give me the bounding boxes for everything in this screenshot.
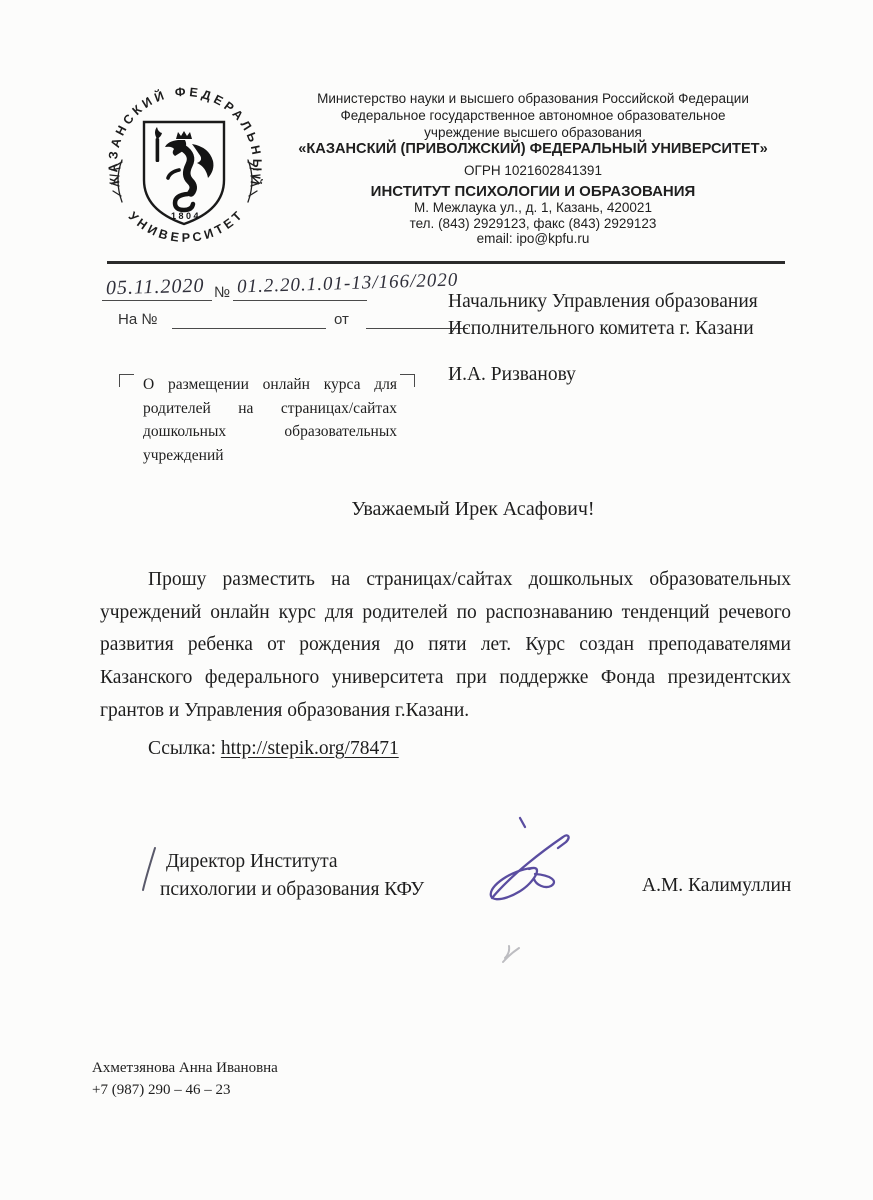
recipient-position-line1: Начальнику Управления образования (448, 291, 758, 312)
signatory-name: А.М. Калимуллин (642, 875, 792, 896)
kfu-emblem (100, 72, 270, 258)
subject-corner-bracket-right (400, 374, 415, 387)
executor-phone: +7 (987) 290 – 46 – 23 (92, 1082, 231, 1098)
letterhead (283, 90, 783, 247)
letterhead-email: email: ipo@kpfu.ru (476, 231, 590, 246)
recipient-name: И.А. Ризванову (448, 364, 576, 385)
link-label: Ссылка: (148, 738, 216, 759)
emblem-top-arc-text: КАЗАНСКИЙ ФЕДЕРАЛЬНЫЙ (105, 84, 265, 186)
pen-mark-artifact (497, 942, 527, 966)
letterhead-university-name: «КАЗАНСКИЙ (ПРИВОЛЖСКИЙ) ФЕДЕРАЛЬНЫЙ УНИВЕРСИТЕТ» (298, 141, 768, 157)
signatory-title-line2: психологии и образования КФУ (160, 879, 425, 900)
body-paragraph: Прошу разместить на страницах/сайтах дошкольных образовательных учреждений онлайн курс для родителей по распознаванию тенденций речевого развития ребенка от рождения до пяти лет. Курс создан преподавателями Казанского федерального университета при поддержке Фонда президентских грантов и Управления образования г.Казани. (100, 569, 791, 721)
letterhead-phone-fax: тел. (843) 2929123, факс (843) 2929123 (409, 215, 657, 231)
emblem-year: 1804 (170, 211, 202, 221)
course-link-url: http://stepik.org/78471 (220, 738, 399, 759)
executor-name: Ахметзянова Анна Ивановна (92, 1060, 278, 1076)
pen-slash-mark (140, 845, 158, 893)
letterhead-org-type-2: учреждение высшего образования (424, 125, 642, 140)
subject-corner-bracket-left (119, 374, 134, 387)
letterhead-institute-name: ИНСТИТУТ ПСИХОЛОГИИ И ОБРАЗОВАНИЯ (370, 183, 696, 200)
greeting: Уважаемый Ирек Асафович! (351, 498, 595, 520)
emblem-bottom-arc-text: УНИВЕРСИТЕТ (125, 209, 245, 245)
link-line (100, 738, 399, 760)
reply-to-label: На № (118, 311, 158, 328)
letterhead-ogrn: ОГРН 1021602841391 (464, 163, 602, 178)
recipient-position-line2: Исполнительного комитета г. Казани (448, 318, 754, 339)
date-handwritten: 05.11.2020 (105, 274, 205, 300)
number-underline (233, 300, 367, 301)
reply-number-blank (172, 328, 326, 329)
date-underline (102, 300, 212, 301)
letterhead-address: М. Межлаука ул., д. 1, Казань, 420021 (414, 200, 652, 215)
handwritten-signature (462, 812, 582, 904)
letterhead-ministry: Министерство науки и высшего образования Российской Федерации (317, 91, 749, 106)
outgoing-number-handwritten: 01.2.20.1.01-13/166/2020 (236, 269, 459, 298)
number-label: № (214, 284, 231, 301)
subject-text: О размещении онлайн курса для родителей на страницах/сайтах дошкольных образовательных учреждений (143, 376, 397, 464)
signatory-title-line1: Директор Института (166, 851, 338, 872)
from-date-label: от (334, 311, 349, 328)
letterhead-org-type-1: Федеральное государственное автономное образовательное (340, 108, 726, 123)
letterhead-divider (107, 261, 785, 264)
